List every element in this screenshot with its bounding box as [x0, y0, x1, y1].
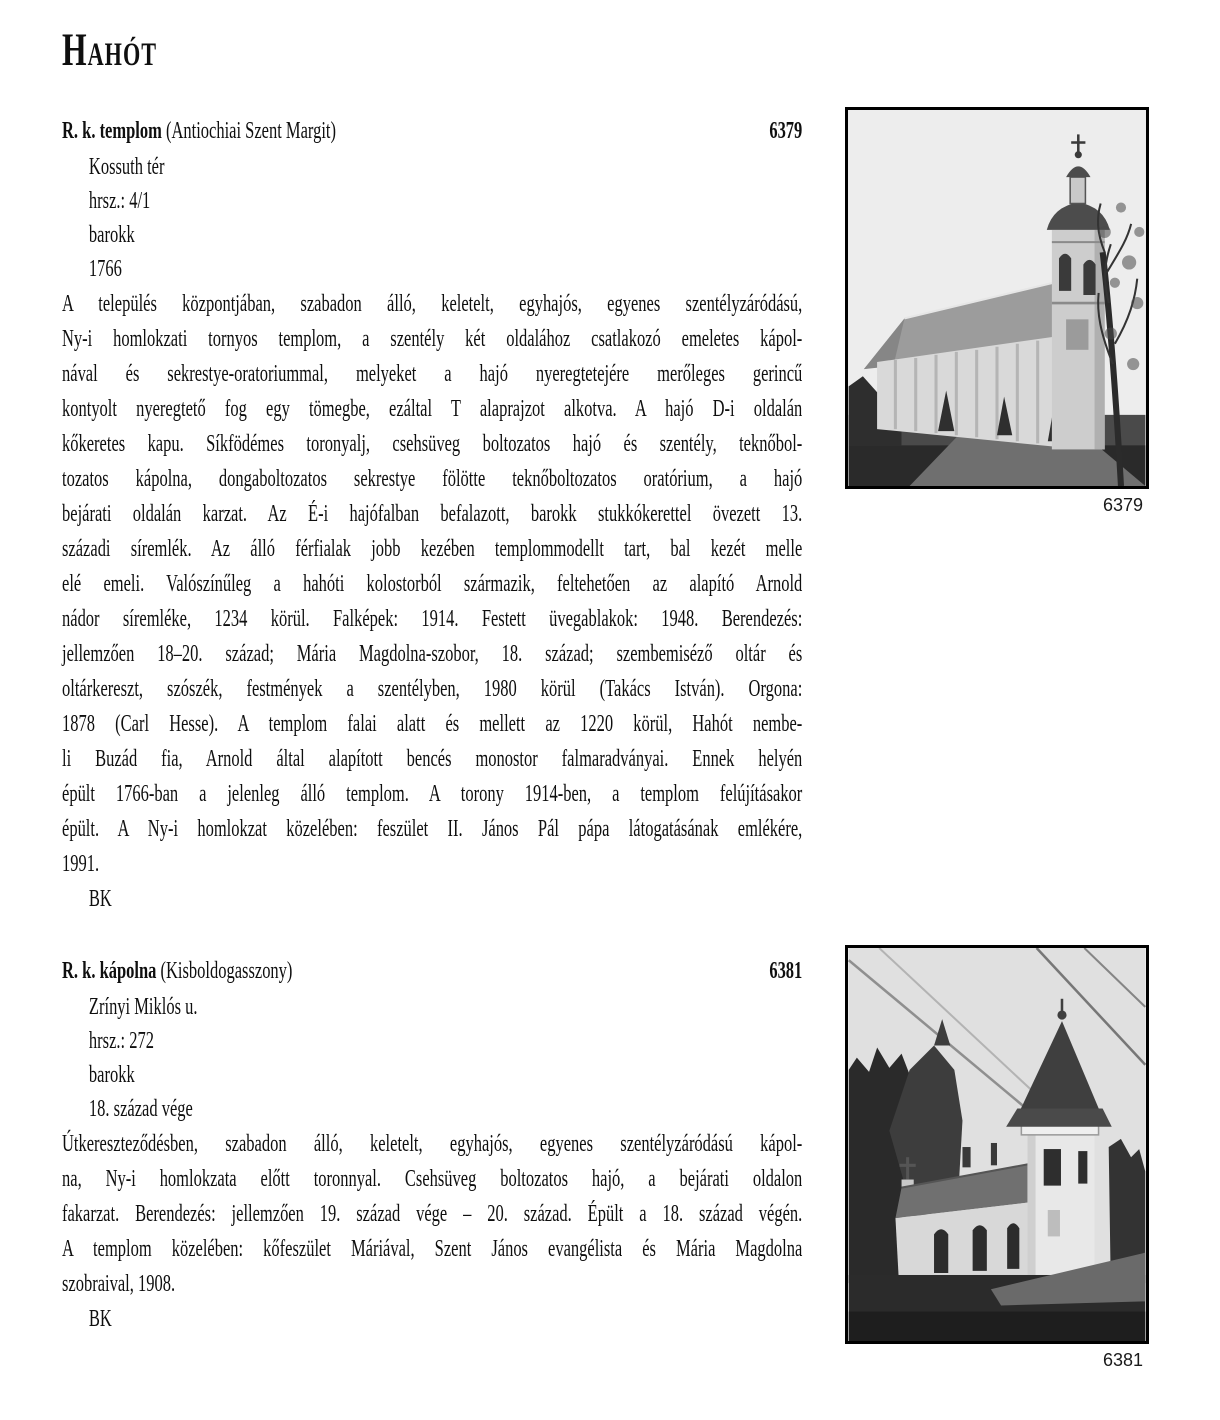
- entry-name-detail: (Antiochiai Szent Margit): [165, 117, 337, 144]
- description-line: nádor síremléke, 1234 körül. Falképek: 1914. Festett üvegablakok: 1948. Berendezés:: [62, 605, 803, 632]
- photo-chapel-6381: [845, 945, 1149, 1371]
- photo-caption: 6379: [1102, 495, 1143, 515]
- description-line: századi síremlék. Az álló férfialak jobb kezében templommodellt tart, bal kezét melle: [62, 535, 803, 562]
- entry-name: [62, 954, 292, 988]
- photo-caption: 6381: [1102, 1350, 1143, 1370]
- description-line: fakarzat. Berendezés: jellemzően 19. század vége – 20. század. Épült a 18. század végén.: [62, 1200, 803, 1227]
- description-line: A település központjában, szabadon álló, keletelt, egyhajós, egyenes szentélyzáródású,: [62, 290, 803, 317]
- description-line: épült. A Ny-i homlokzat közelében: feszület II. János Pál pápa látogatásának emlékére,: [62, 815, 803, 842]
- entry-detail-line: barokk: [88, 221, 135, 248]
- entry-rk-templom: [62, 114, 802, 916]
- entry-name-detail: (Kisboldogasszony): [160, 957, 293, 984]
- description-line: kőkeretes kapu. Síkfödémes toronyalj, csehsüveg boltozatos hajó és szentély, teknőbol-: [62, 430, 803, 457]
- description-line: 1991.: [62, 850, 100, 877]
- church-photo-illustration: [845, 107, 1149, 489]
- entry-details: [62, 150, 802, 286]
- entry-header: [62, 114, 802, 148]
- entry-name-bold: R. k. templom: [62, 117, 162, 144]
- description-line: 1878 (Carl Hesse). A templom falai alatt és mellett az 1220 körül, Hahót nembe-: [62, 710, 803, 737]
- description-line: na, Ny-i homlokzata előtt toronnyal. Csehsüveg boltozatos hajó, a bejárati oldalon: [62, 1165, 803, 1192]
- author-initials: BK: [88, 1305, 112, 1332]
- description-line: tozatos kápolna, dongaboltozatos sekrestye fölötte teknőboltozatos oratórium, a hajó: [62, 465, 803, 492]
- description-line: bejárati oldalán karzat. Az É-i hajófalban befalazott, barokk stukkókerettel övezett 13.: [62, 500, 803, 527]
- description-line: oltárkereszt, szószék, festmények a szentélyben, 1980 körül (Takács István). Orgona:: [62, 675, 803, 702]
- entry-rk-kapolna: [62, 954, 802, 1336]
- entry-detail-line: Zrínyi Miklós u.: [88, 993, 198, 1020]
- entry-details: [62, 990, 802, 1126]
- description-line: kontyolt nyeregtető fog egy tömegbe, ezáltal T alaprajzot alkotva. A hajó D-i oldalán: [62, 395, 803, 422]
- entry-detail-line: hrsz.: 272: [88, 1027, 154, 1054]
- description-line: épült 1766-ban a jelenleg álló templom. A torony 1914-ben, a templom felújításakor: [62, 780, 803, 807]
- entry-detail-line: barokk: [88, 1061, 135, 1088]
- description-line: szobraival, 1908.: [62, 1270, 176, 1297]
- description-line: li Buzád fia, Arnold által alapított bencés monostor falmaradványai. Ennek helyén: [62, 745, 803, 772]
- description-line: Útkereszteződésben, szabadon álló, keletelt, egyhajós, egyenes szentélyzáródású kápol-: [62, 1130, 803, 1157]
- description-line: nával és sekrestye-oratoriummal, melyeket a hajó nyeregtetejére merőleges gerincű: [62, 360, 803, 387]
- page-title: Hahót: [62, 24, 158, 76]
- entry-name: [62, 114, 336, 148]
- description-line: jellemzően 18–20. század; Mária Magdolna-szobor, 18. század; szembemiséző oltár és: [62, 640, 803, 667]
- photo-church-6379: [845, 107, 1149, 516]
- entry-detail-line: hrsz.: 4/1: [88, 187, 151, 214]
- description-line: elé emeli. Valószínűleg a hahóti kolostorból származik, feltehetően az alapító Arnold: [62, 570, 803, 597]
- entry-header: [62, 954, 802, 988]
- author-initials: BK: [88, 885, 112, 912]
- entry-description: [62, 1126, 802, 1301]
- description-line: A templom közelében: kőfeszület Máriával, Szent János evangélista és Mária Magdolna: [62, 1235, 803, 1262]
- entry-detail-line: 18. század vége: [88, 1095, 193, 1122]
- entry-description: [62, 286, 802, 881]
- chapel-photo-illustration: [845, 945, 1149, 1344]
- entry-detail-line: 1766: [88, 255, 122, 282]
- entry-name-bold: R. k. kápolna: [62, 957, 157, 984]
- entry-detail-line: Kossuth tér: [88, 153, 165, 180]
- entry-number: 6381: [769, 957, 803, 984]
- text-column: [62, 22, 802, 1336]
- description-line: Ny-i homlokzati tornyos templom, a szentély két oldalához csatlakozó emeletes kápol-: [62, 325, 803, 352]
- entry-number: 6379: [769, 117, 803, 144]
